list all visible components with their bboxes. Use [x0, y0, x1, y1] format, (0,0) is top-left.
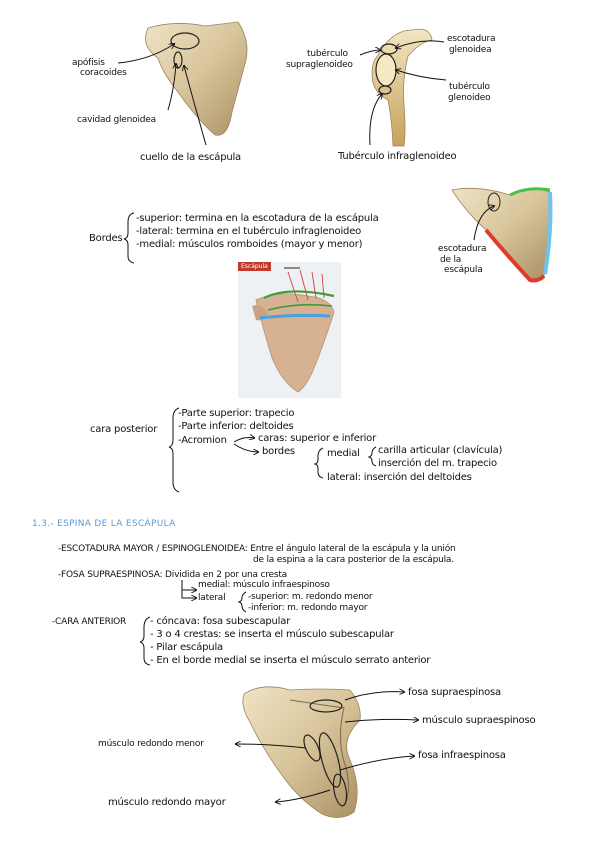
label-tuberculo-supra-2: supraglenoideo [286, 60, 353, 70]
scapula-figure-posterior [236, 687, 418, 818]
espina-fosa-supra: -FOSA SUPRAESPINOSA: Dividida en 2 por una cresta [58, 570, 287, 580]
label-coracoides: coracoides [80, 68, 127, 78]
espina-medial: medial: músculo infraespinoso [198, 580, 330, 590]
label-cavidad-glenoidea: cavidad glenoidea [77, 115, 156, 125]
label-escotadura-escapula-1: escotadura [438, 244, 487, 254]
scapula-figure-1 [118, 22, 247, 145]
cp-parte-superior: -Parte superior: trapecio [178, 408, 295, 419]
label-fosa-supraespinosa: fosa supraespinosa [408, 687, 501, 698]
label-tuberculo-glenoideo-2: glenoideo [448, 93, 491, 103]
espina-superior: -superior: m. redondo menor [248, 592, 373, 602]
scapula-photo [238, 262, 341, 398]
espina-escotadura-1: -ESCOTADURA MAYOR / ESPINOGLENOIDEA: Entre el ángulo lateral de la escápula y la unión [58, 544, 456, 554]
label-tuberculo-glenoideo-1: tubérculo [449, 82, 490, 92]
espina-cara-anterior: -CARA ANTERIOR [52, 617, 127, 627]
cara-posterior-label: cara posterior [90, 424, 158, 435]
label-escotadura-escapula-2: de la [440, 255, 462, 265]
cp-parte-inferior: -Parte inferior: deltoides [178, 421, 294, 432]
cp-bordes: bordes [262, 446, 295, 457]
cp-caras: caras: superior e inferior [258, 433, 377, 444]
label-musculo-supraespinoso: músculo supraespinoso [422, 715, 536, 726]
label-escotadura-glenoidea-2: glenoidea [449, 45, 492, 55]
espina-lateral: lateral [198, 593, 226, 603]
scapula-figure-2 [360, 29, 446, 146]
cp-insercion-trapecio: inserción del m. trapecio [378, 458, 497, 469]
section-title: 1.3.- ESPINA DE LA ESCÁPULA [32, 519, 176, 529]
cp-medial: medial [327, 448, 360, 459]
cp-lateral: lateral: inserción del deltoides [327, 472, 472, 483]
espina-borde-medial: - En el borde medial se inserta el músculo serrato anterior [150, 655, 431, 666]
label-fosa-infraespinosa: fosa infraespinosa [418, 750, 506, 761]
bordes-label: Bordes [89, 233, 123, 244]
espina-pilar: - Pilar escápula [150, 642, 223, 653]
label-cuello-escapula: cuello de la escápula [140, 152, 241, 163]
espina-concava: - cóncava: fosa subescapular [150, 616, 291, 627]
label-tuberculo-supra-1: tubérculo [307, 49, 348, 59]
label-redondo-mayor: músculo redondo mayor [108, 797, 226, 808]
label-escotadura-glenoidea-1: escotadura [447, 34, 496, 44]
label-tuberculo-infraglenoideo: Tubérculo infraglenoideo [338, 151, 457, 162]
photo-tag: Escápula [238, 262, 271, 271]
espina-inferior: -inferior: m. redondo mayor [248, 603, 368, 613]
espina-crestas: - 3 o 4 crestas: se inserta el músculo subescapular [150, 629, 394, 640]
scapula-photo-drawing [238, 262, 341, 398]
borde-lateral: -lateral: termina en el tubérculo infraglenoideo [136, 226, 362, 237]
label-apofisis: apófisis [72, 58, 105, 68]
borde-superior: -superior: termina en la escotadura de la escápula [136, 213, 379, 224]
label-redondo-menor: músculo redondo menor [98, 739, 204, 749]
cp-acromion: -Acromion [178, 435, 227, 446]
label-escotadura-escapula-3: escápula [444, 265, 483, 275]
espina-escotadura-2: de la espina a la cara posterior de la escápula. [253, 555, 454, 565]
borde-medial: -medial: músculos romboides (mayor y menor) [136, 239, 363, 250]
cp-carilla: carilla articular (clavícula) [378, 445, 503, 456]
